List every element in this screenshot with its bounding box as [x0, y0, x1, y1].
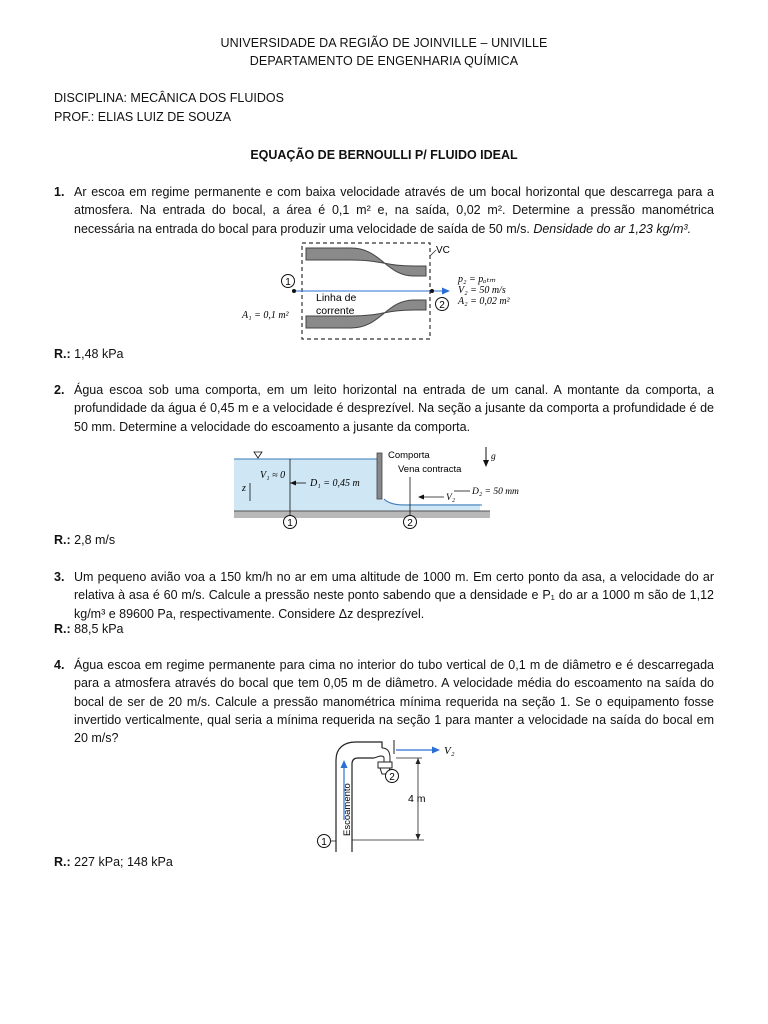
- question-number: 1.: [54, 185, 65, 199]
- sluice-gate-figure: [232, 443, 537, 529]
- d2-label: D₂ = 50 mm: [472, 487, 519, 497]
- question-1: [54, 183, 714, 238]
- v2-label: V₂: [444, 745, 455, 757]
- a2-label: A₂ = 0,02 m²: [458, 296, 510, 307]
- question-number: 2.: [54, 383, 65, 397]
- svg-text:V₂: V₂: [446, 493, 456, 503]
- department-name: DEPARTAMENTO DE ENGENHARIA QUÍMICA: [249, 54, 519, 68]
- vertical-pipe-figure: [312, 740, 472, 855]
- gate: [377, 453, 382, 499]
- answer-3: R.: 88,5 kPa: [54, 622, 124, 636]
- v2-label: V₂ = 50 m/s: [458, 285, 506, 296]
- flow-label: Escoamento: [342, 783, 353, 836]
- svg-text:g: g: [491, 452, 496, 462]
- svg-text:2: 2: [407, 518, 413, 529]
- svg-text:1: 1: [285, 277, 291, 288]
- svg-text:z: z: [242, 483, 246, 494]
- vc-label: VC: [436, 245, 450, 256]
- question-italic-note: Densidade do ar 1,23 kg/m³.: [533, 221, 692, 236]
- discipline-line: DISCIPLINA: MECÂNICA DOS FLUIDOS: [54, 91, 284, 105]
- question-text: Água escoa em regime permanente para cima no interior do tubo vertical de 0,1 m de diâmetro e é descarregada para a atmosfera através do bocal que tem 0,05 m de diâmetro. A velocidade média do escoamento na saída do bocal de ser de 20 m/s. Calcule a pressão manométrica mínima requerida na seção 1. Se o equipamento fosse invertido verticalmente, qual seria a mínima requerida na seção 1 para manter a velocidade na saída do bocal em 20 m/s?: [74, 658, 714, 746]
- question-text: Um pequeno avião voa a 150 km/h no ar em uma altitude de 1000 m. Em certo ponto da asa, a velocidade do ar relativa à asa é 60 m/s. Calcule a pressão neste ponto sabendo que a densidade e P₁ do ar a 1000 m são de 1,12 kg/m³ e 89600 Pa, respectivamente. Considere Δz desprezível.: [74, 570, 714, 621]
- vena-label: Vena contracta: [398, 464, 462, 475]
- question-number: 4.: [54, 658, 65, 672]
- svg-text:1: 1: [287, 518, 293, 529]
- professor-line: PROF.: ELIAS LUIZ DE SOUZA: [54, 110, 232, 124]
- question-number: 3.: [54, 570, 65, 584]
- university-name: UNIVERSIDADE DA REGIÃO DE JOINVILLE – UNIVILLE: [220, 36, 548, 50]
- svg-text:2: 2: [439, 300, 445, 311]
- v1-label: V₁ ≈ 0: [260, 470, 286, 481]
- gate-label: Comporta: [388, 450, 430, 461]
- question-text: Ar escoa em regime permanente e com baixa velocidade através de um bocal horizontal que descarrega para a atmosfera. Na entrada do bocal, a área é 0,1 m² e, na saída, 0,02 m². Determine a pressão manométrica necessária na entrada do bocal para produzir uma velocidade de saída de 50 m/s. Densidade do ar 1,23 kg/m³.: [74, 185, 714, 236]
- d1-label: D₁ = 0,45 m: [310, 478, 360, 489]
- page-title: EQUAÇÃO DE BERNOULLI P/ FLUIDO IDEAL: [250, 148, 518, 162]
- channel-bed: [234, 511, 490, 518]
- streamline-label-2: corrente: [316, 305, 355, 317]
- question-3: [54, 568, 714, 623]
- nozzle-figure: [236, 240, 536, 344]
- answer-1: R.: 1,48 kPa: [54, 347, 124, 361]
- question-4: [54, 656, 714, 747]
- nozzle-upper-wall: [306, 248, 426, 276]
- answer-2: R.: 2,8 m/s: [54, 533, 116, 547]
- a1-label: A₁ = 0,1 m²: [242, 310, 289, 321]
- height-label: 4 m: [408, 793, 426, 805]
- answer-4: R.: 227 kPa; 148 kPa: [54, 855, 173, 869]
- streamline-label-1: Linha de: [316, 292, 357, 304]
- svg-text:1: 1: [321, 837, 327, 848]
- question-2: [54, 381, 714, 436]
- question-text: Água escoa sob uma comporta, em um leito horizontal na entrada de um canal. A montante da comporta, a profundidade da água é 0,45 m e a velocidade é desprezível. Na seção a jusante da comporta a profundidade é de 50 mm. Determine a velocidade do escoamento a jusante da comporta.: [74, 383, 714, 434]
- svg-text:2: 2: [389, 772, 395, 783]
- p2-label: p₂ = pₐₜₘ: [458, 274, 496, 285]
